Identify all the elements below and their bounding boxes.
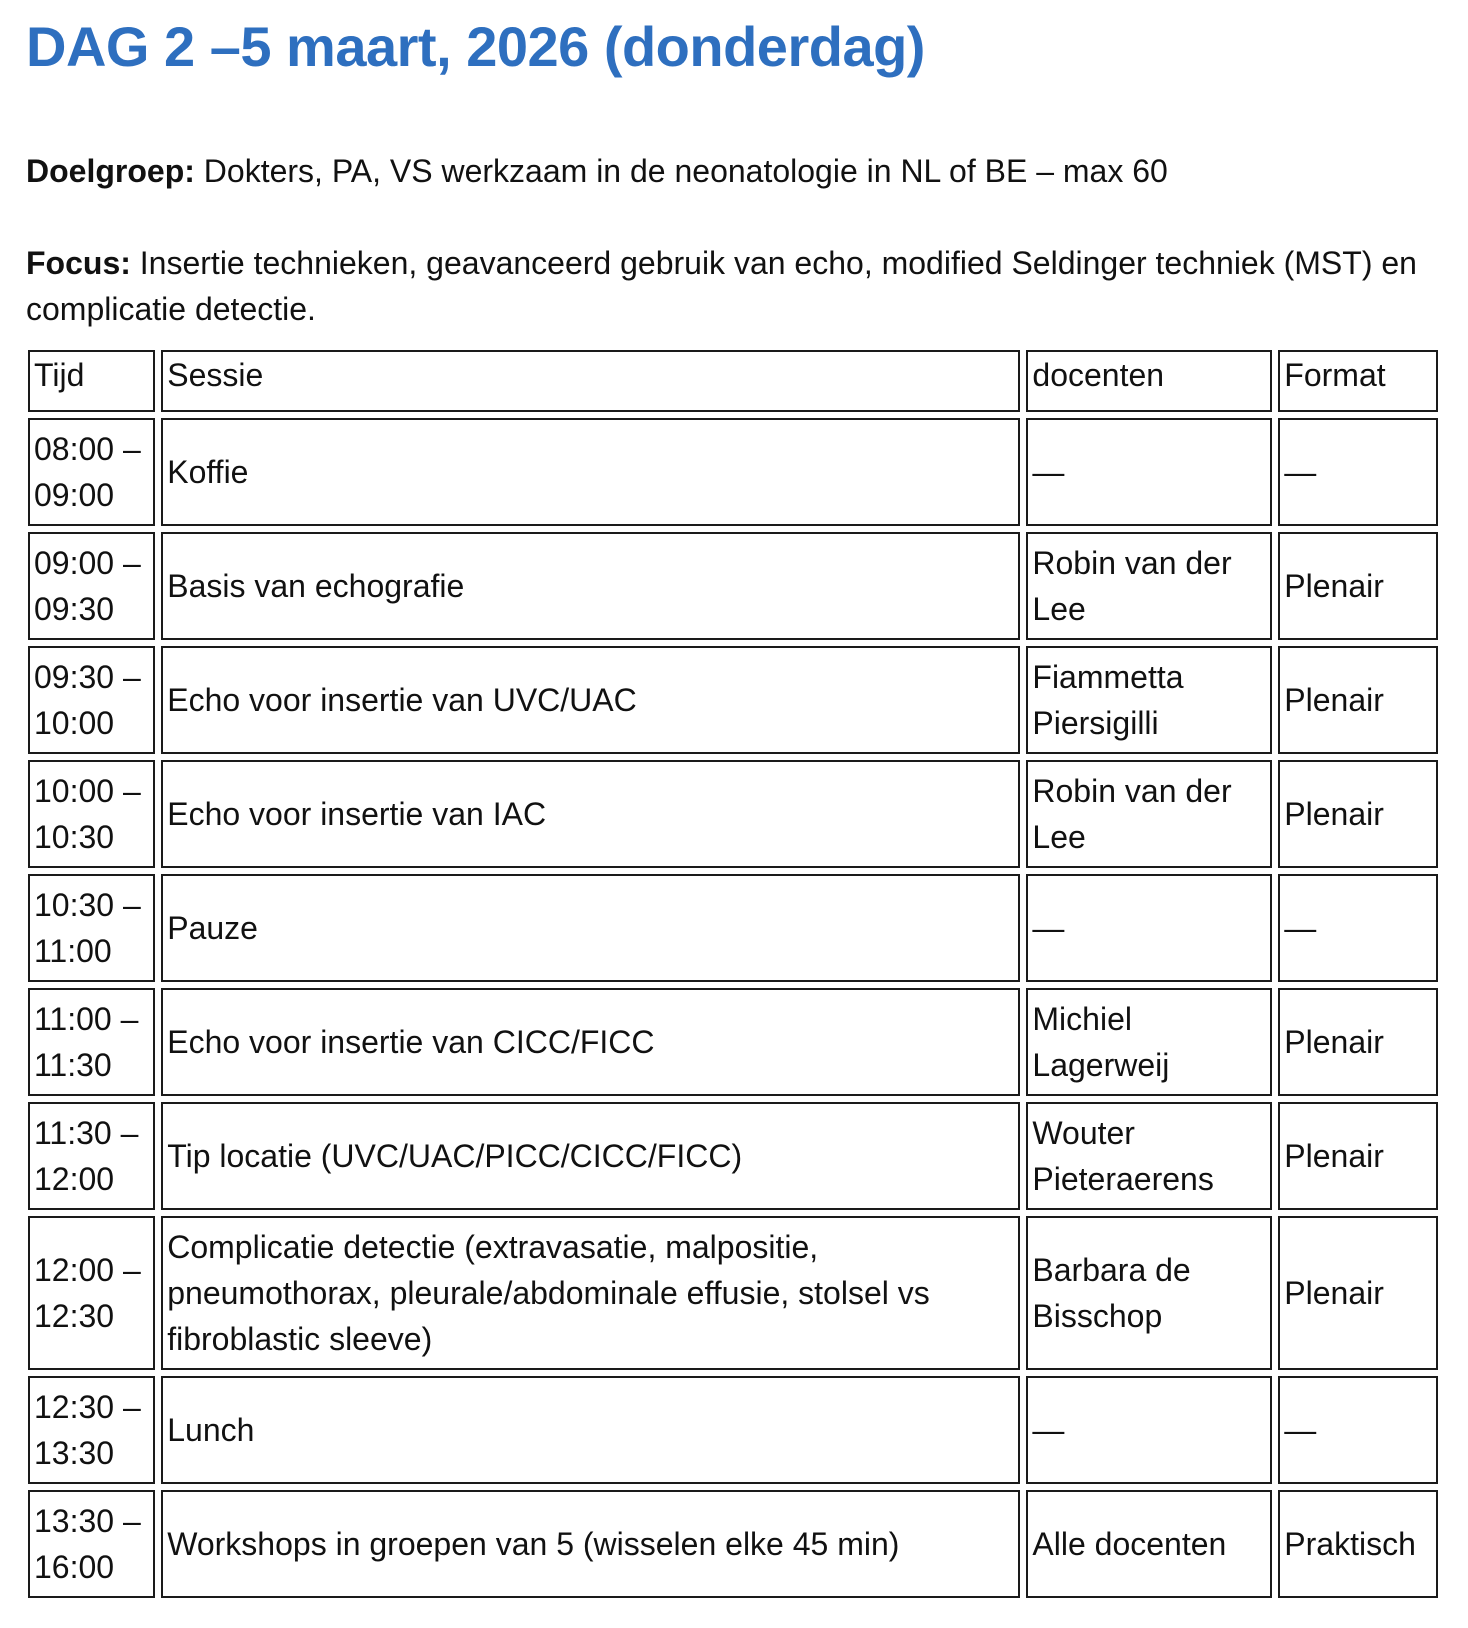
- page-title: DAG 2 –5 maart, 2026 (donderdag): [26, 15, 925, 78]
- docent-cell: Wouter Pieteraerens: [1026, 1102, 1272, 1210]
- time-end: 10:30: [34, 819, 115, 855]
- table-row: [28, 532, 1438, 640]
- time-cell: [28, 1490, 155, 1598]
- time-start: 10:00 –: [34, 773, 141, 809]
- doelgroep-label: Doelgroep:: [26, 153, 195, 189]
- session-cell: Tip locatie (UVC/UAC/PICC/CICC/FICC): [161, 1102, 1020, 1210]
- session-cell: Basis van echografie: [161, 532, 1020, 640]
- time-start: 11:30 –: [34, 1115, 139, 1151]
- time-cell: [28, 1216, 155, 1370]
- focus-text: Insertie technieken, geavanceerd gebruik van echo, modified Seldinger techniek (MST) en complicatie detectie.: [26, 245, 1417, 327]
- format-cell: Plenair: [1278, 988, 1438, 1096]
- time-cell: [28, 874, 155, 982]
- table-row: [28, 874, 1438, 982]
- table-header-row: [28, 350, 1438, 412]
- doelgroep-paragraph: [26, 148, 1444, 194]
- docent-cell: —: [1026, 874, 1272, 982]
- docent-cell: Michiel Lagerweij: [1026, 988, 1272, 1096]
- session-cell: Pauze: [161, 874, 1020, 982]
- table-row: [28, 1216, 1438, 1370]
- table-row: [28, 988, 1438, 1096]
- session-cell: Lunch: [161, 1376, 1020, 1484]
- time-end: 11:00: [34, 933, 112, 969]
- format-cell: —: [1278, 418, 1438, 526]
- header-docenten: docenten: [1026, 350, 1272, 412]
- schedule-table: [22, 344, 1444, 1604]
- time-start: 12:00 –: [34, 1252, 141, 1288]
- session-cell: Echo voor insertie van CICC/FICC: [161, 988, 1020, 1096]
- docent-cell: —: [1026, 1376, 1272, 1484]
- table-row: [28, 1376, 1438, 1484]
- time-end: 09:30: [34, 591, 115, 627]
- time-start: 12:30 –: [34, 1389, 141, 1425]
- time-end: 12:00: [34, 1161, 115, 1197]
- docent-cell: —: [1026, 418, 1272, 526]
- header-tijd: Tijd: [28, 350, 155, 412]
- time-start: 10:30 –: [34, 887, 141, 923]
- time-start: 13:30 –: [34, 1503, 141, 1539]
- docent-cell: Barbara de Bisschop: [1026, 1216, 1272, 1370]
- table-row: [28, 1102, 1438, 1210]
- format-cell: Plenair: [1278, 1102, 1438, 1210]
- table-row: [28, 646, 1438, 754]
- time-end: 13:30: [34, 1435, 115, 1471]
- format-cell: —: [1278, 1376, 1438, 1484]
- docent-cell: Fiammetta Piersigilli: [1026, 646, 1272, 754]
- time-start: 09:00 –: [34, 545, 141, 581]
- time-end: 12:30: [34, 1298, 115, 1334]
- time-cell: [28, 646, 155, 754]
- format-cell: —: [1278, 874, 1438, 982]
- time-end: 16:00: [34, 1549, 115, 1585]
- docent-cell: Alle docenten: [1026, 1490, 1272, 1598]
- time-cell: [28, 1376, 155, 1484]
- format-cell: Plenair: [1278, 1216, 1438, 1370]
- time-end: 11:30: [34, 1047, 112, 1083]
- time-cell: [28, 760, 155, 868]
- time-cell: [28, 1102, 155, 1210]
- session-cell: Workshops in groepen van 5 (wisselen elke 45 min): [161, 1490, 1020, 1598]
- time-start: 09:30 –: [34, 659, 141, 695]
- time-cell: [28, 988, 155, 1096]
- format-cell: Plenair: [1278, 760, 1438, 868]
- focus-label: Focus:: [26, 245, 131, 281]
- focus-paragraph: [26, 240, 1444, 332]
- docent-cell: Robin van der Lee: [1026, 532, 1272, 640]
- session-cell: Complicatie detectie (extravasatie, malpositie, pneumothorax, pleurale/abdominale effusie, stolsel vs fibroblastic sleeve): [161, 1216, 1020, 1370]
- table-row: [28, 760, 1438, 868]
- doelgroep-text: Dokters, PA, VS werkzaam in de neonatologie in NL of BE – max 60: [194, 153, 1168, 189]
- time-start: 11:00 –: [34, 1001, 139, 1037]
- time-cell: [28, 532, 155, 640]
- session-cell: Koffie: [161, 418, 1020, 526]
- session-cell: Echo voor insertie van IAC: [161, 760, 1020, 868]
- time-end: 10:00: [34, 705, 115, 741]
- session-cell: Echo voor insertie van UVC/UAC: [161, 646, 1020, 754]
- time-start: 08:00 –: [34, 431, 141, 467]
- docent-cell: Robin van der Lee: [1026, 760, 1272, 868]
- format-cell: Plenair: [1278, 646, 1438, 754]
- time-end: 09:00: [34, 477, 115, 513]
- header-sessie: Sessie: [161, 350, 1020, 412]
- table-row: [28, 418, 1438, 526]
- time-cell: [28, 418, 155, 526]
- format-cell: Plenair: [1278, 532, 1438, 640]
- table-row: [28, 1490, 1438, 1598]
- header-format: Format: [1278, 350, 1438, 412]
- format-cell: Praktisch: [1278, 1490, 1438, 1598]
